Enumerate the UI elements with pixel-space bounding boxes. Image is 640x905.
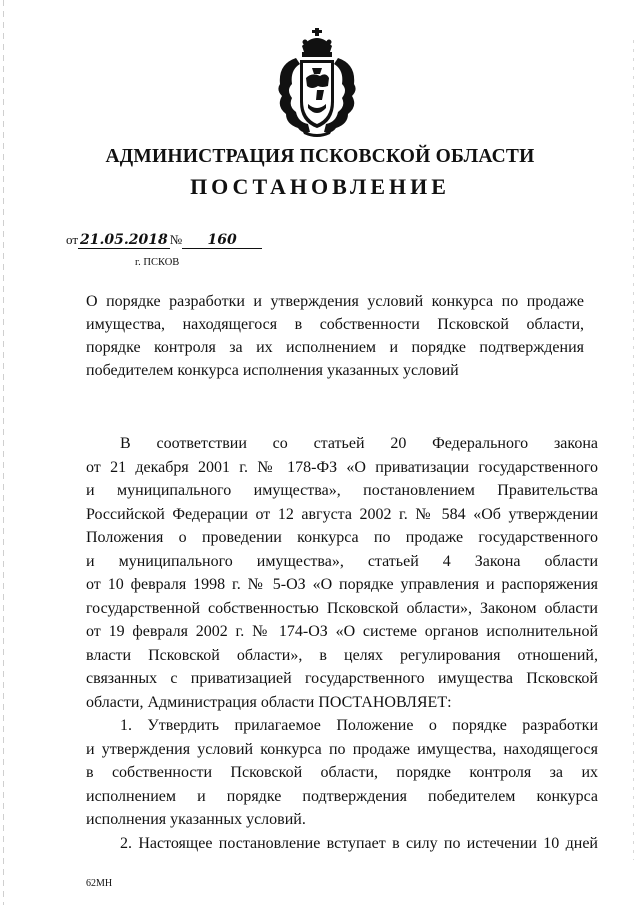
document-body: [86, 432, 598, 855]
date-number-line: [66, 232, 262, 252]
city-label: г. ПСКОВ: [135, 257, 180, 268]
preamble-line: связанных с приватизацией государственного имущества Псковской: [86, 670, 598, 687]
item-1-line: исполнения указанных условий.: [86, 811, 306, 828]
organization-title: АДМИНИСТРАЦИЯ ПСКОВСКОЙ ОБЛАСТИ: [105, 146, 535, 167]
preamble-line: области, Администрация области ПОСТАНОВЛЯЕТ:: [86, 693, 452, 711]
pskov-coat-of-arms-icon: [272, 28, 362, 138]
preamble-line: власти Псковской области», в целях регулирования отношений,: [86, 646, 598, 664]
subject-line: О порядке разработки и утверждения условий конкурса по продаже: [86, 293, 584, 310]
item-1-line: и утверждения условий конкурса по продаже имущества, находящегося: [86, 740, 598, 758]
preamble-line: Положения о проведении конкурса по продаже государственного: [86, 529, 598, 546]
item-1-line: в собственности Псковской области, порядке контроля за их: [86, 764, 598, 781]
subject-line: имущества, находящегося в собственности Псковской области,: [86, 316, 584, 333]
footer-code: 62МН: [86, 878, 113, 889]
number-prefix: №: [169, 232, 183, 247]
preamble-line: Российской Федерации от 12 августа 2002 г. № 584 «Об утверждении: [86, 505, 598, 523]
item-1-line: исполнением и порядке подтверждения победителем конкурса: [86, 787, 598, 805]
handwritten-date: 21.05.2018: [80, 232, 168, 248]
preamble-line: от 19 февраля 2002 г. № 174-ОЗ «О системе органов исполнительной: [86, 623, 598, 640]
preamble-line: и муниципального имущества», статьей 4 Закона области: [86, 552, 598, 570]
item-2-line: 2. Настоящее постановление вступает в силу по истечении 10 дней: [120, 834, 598, 852]
item-1-line: 1. Утвердить прилагаемое Положение о порядке разработки: [120, 717, 598, 734]
document-subject: [86, 290, 584, 382]
subject-line: порядке контроля за их исполнением и порядке подтверждения: [86, 339, 584, 356]
preamble-line: от 21 декабря 2001 г. № 178-ФЗ «О приватизации государственного: [86, 458, 598, 476]
preamble-line: В соответствии со статьей 20 Федерального закона: [120, 435, 598, 452]
document-type-title: ПОСТАНОВЛЕНИЕ: [190, 174, 450, 199]
handwritten-number: 160: [182, 232, 262, 249]
date-prefix: от: [66, 232, 79, 247]
preamble-line: государственной собственностью Псковской области», Законом области: [86, 599, 598, 617]
preamble-line: и муниципального имущества», постановлением Правительства: [86, 482, 598, 499]
subject-line: победителем конкурса исполнения указанных условий: [86, 362, 459, 379]
scan-edge-left: [3, 0, 4, 905]
preamble-line: от 10 февраля 1998 г. № 5-ОЗ «О порядке управления и распоряжения: [86, 576, 598, 593]
